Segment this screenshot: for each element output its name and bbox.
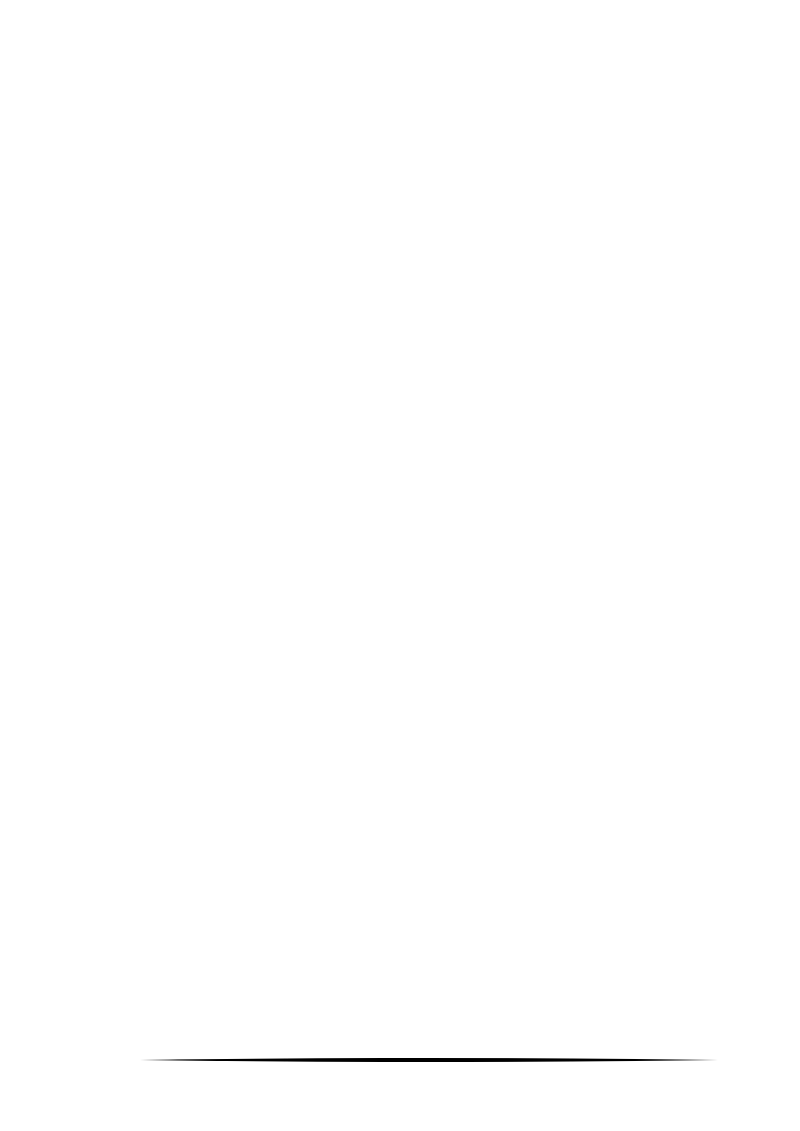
section-title [48, 56, 753, 78]
footer-rule [140, 1057, 718, 1063]
menu-page [48, 28, 753, 82]
